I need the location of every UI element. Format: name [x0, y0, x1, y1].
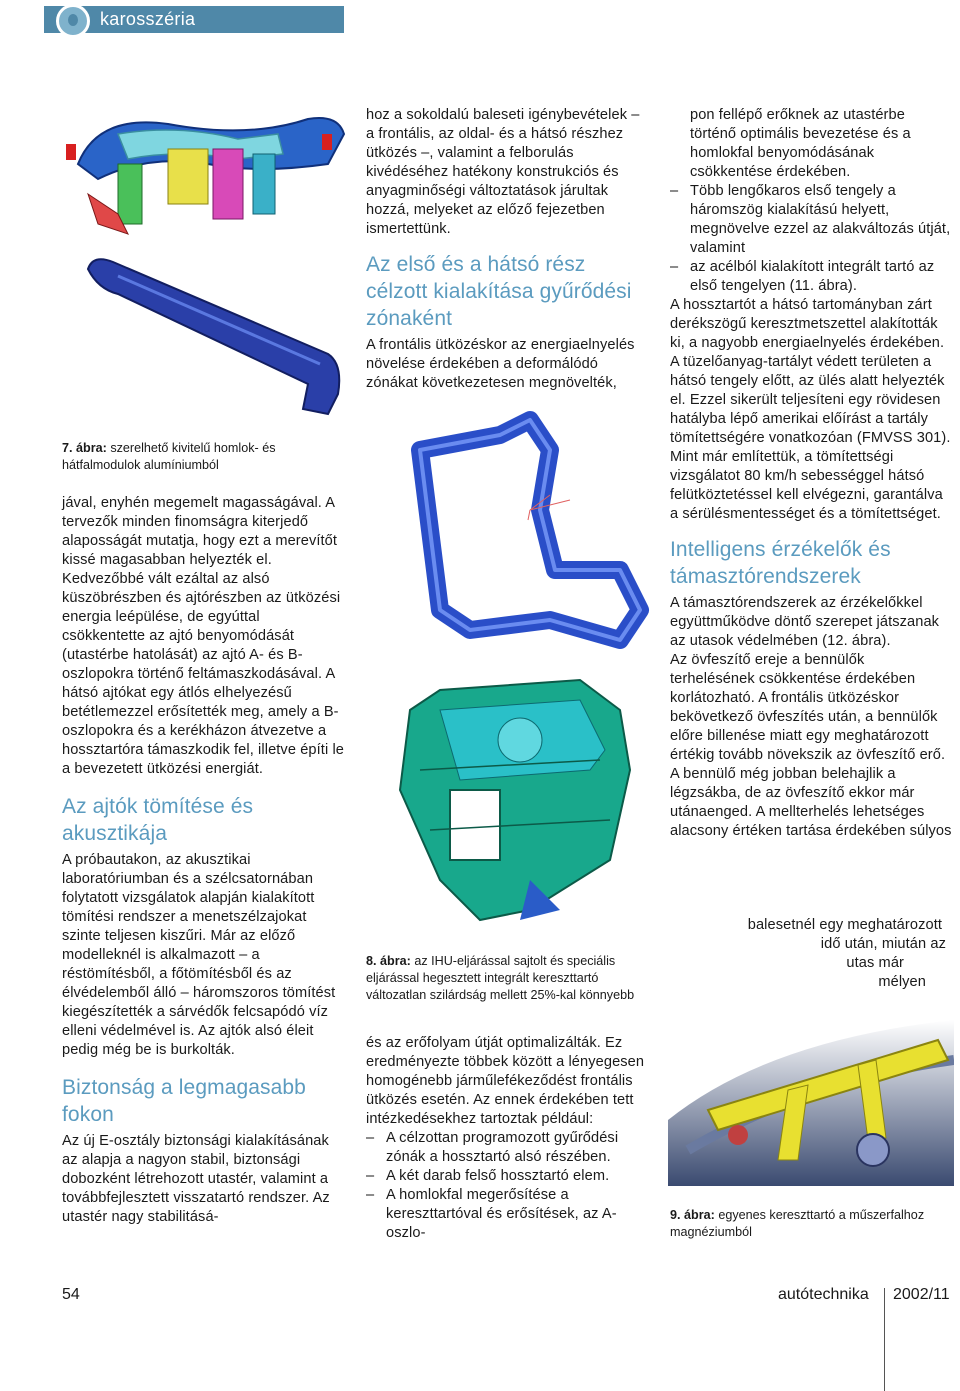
column-2-top	[366, 106, 651, 393]
col3-paragraph-4: Az övfeszítő ereje a bennülők terhelésének csökkentése érdekében korlátozható. A frontális ütközéskor bekövetkező övfeszítés után, a bennülők előre billenése miatt egy meghatározott értékig tovább növekszik az övfeszítő erő. A bennülő még jobban belehajlik a légzsákba, de az övfeszítő ekkor már utánaenged. A mellterhelés lehetséges alacsony értéken tartása érdekében súlyos	[670, 652, 952, 839]
col3-paragraph-3: A támasztórendszerek az érzékelőkkel együttműködve döntő szerepet játszanak az utasok védelmében (12. ábra).	[670, 595, 940, 649]
col3-paragraph-2: A hossztartót a hátsó tartományban zárt derékszögű keresztmetszettel alakították ki, a nagyobb energiaelnyelés érdekében. A tüzelőanyag-tartályt védett területen a hátsó tengely előtt, az ülés alatt helyezték el. Ezzel sikerült teljesíteni egy rövidesen hatályba lépő amerikai előírást a tartály tömítettségére vonatkozóan (FMVSS 301). Mint már említettük, a tömítettségi vizsgálatot 80 km/h sebességgel hátsó felütköztetéssel kell elvégezni, garantálva a sérülésmentességet és a tömítettséget.	[670, 297, 951, 522]
heading-safety: Biztonság a legmagasabb fokon	[62, 1076, 306, 1126]
col2-paragraph-2: A frontális ütközéskor az energiaelnyelés növelése érdekében a deformálódó zónákat következetesen megnövelték,	[366, 337, 635, 391]
col1-paragraph-1: jával, enyhén megemelt magasságával. A tervezők minden finomságra kiterjedő alaposságát mutatja, hogy ezt a merevítőt kissé magasabban helyezték el. Kedvezőbbé vált ezáltal az alsó küszöbrészben és ajtórészben az ütközési energia leépülése, de egyúttal csökkentette az ajtó benyomódását (utastérbe hatolását) az ajtó A- és B-oszlopokra történő feltámaszkodásával. A hátsó ajtókat egy átlós elhelyezésű betétlemezzel erősítették meg, amely a B-oszlopokra és a kerékházon átvezetve a hossztartóra támaszkodik fel, illetve építi le a bevezetett ütközési energiát.	[62, 495, 345, 777]
column-3	[670, 106, 952, 841]
figure-9-caption-text: egyenes kereszttartó a műszerfalhoz magnéziumból	[670, 1208, 925, 1239]
figure-8-image	[380, 410, 650, 945]
figure-7-caption-text: szerelhető kivitelű homlok- és hátfalmodulok alumíniumból	[62, 441, 276, 472]
col2-list-item: – A homlokfal megerősítése a kereszttartóval és erősítések, az A-oszlo-	[366, 1187, 617, 1241]
figure-9-caption	[670, 1207, 950, 1241]
col3-paragraph-4-tail: balesetnél egy meghatározott idő után, miután az utas már mélyen	[747, 917, 946, 990]
magazine-name: autótechnika	[778, 1286, 869, 1303]
figure-8-caption-text: az IHU-eljárással sajtolt és speciális eljárással hegesztett integrált kereszttartó változatlan szilárdság mellett 25%-kal könnyebb	[366, 954, 635, 1002]
heading-sensors: Intelligens érzékelők és támasztórendszerek	[670, 538, 891, 588]
column-2-bottom	[366, 1034, 651, 1243]
col1-paragraph-3: Az új E-osztály biztonsági kialakításának az alapja a nagyon stabil, biztonsági dobozként létrehozott utastér, valamint a továbbfejlesztett visszatartó rendszer. Az utastér nagy stabilitásá-	[62, 1133, 330, 1225]
column-1	[62, 494, 346, 1227]
figure-8-label: 8. ábra:	[366, 954, 411, 968]
figure-9-image	[668, 1000, 954, 1186]
heading-crumple-zone: Az első és a hátsó rész célzott kialakítása gyűrődési zónaként	[366, 253, 632, 330]
figure-9-label: 9. ábra:	[670, 1208, 715, 1222]
figure-7-label: 7. ábra:	[62, 441, 107, 455]
issue-number: 2002/11	[893, 1286, 950, 1303]
figure-7-caption	[62, 440, 332, 474]
magazine-logo-icon	[56, 4, 90, 38]
col2-list-item: – A célzottan programozott gyűrődési zónák a hossztartó alsó részében.	[366, 1130, 619, 1165]
page-number: 54	[62, 1286, 80, 1303]
figure-8-caption	[366, 953, 646, 1004]
col2-list-item: – A két darab felső hossztartó elem.	[366, 1168, 610, 1184]
col1-paragraph-2: A próbautakon, az akusztikai laboratóriumban és a szélcsatornában folytatott vizsgálatok alapján kialakított tömítési rendszer a menetszélzajokat szinte teljesen kiszűri. Már az előző modelleknél is alkalmazott – a réstömítésből, a főtömítésből és az élvédelemből álló – háromszoros tömítést kiegészítették a sárvédők felcsapódó víz elleni védelmével is. Az ajtók alsó éleit pedig még be is burkolták.	[62, 852, 336, 1058]
col3-list-item: – az acélból kialakított integrált tartó az első tengelyen (11. ábra).	[670, 259, 935, 294]
heading-door-sealing: Az ajtók tömítése és akusztikája	[62, 795, 254, 845]
col2-paragraph-3: és az erőfolyam útját optimalizálták. Ez eredményezte többek között a lényegesen homogénebb járműlefékeződést frontális ütközés esetén. Az ennek érdekében tett intézkedésekhez tartoztak például:	[366, 1035, 645, 1127]
col3-paragraph-1: pon fellépő erőknek az utastérbe történő optimális bevezetése és a homlokfal benyomódásának csökkentése érdekében.	[690, 107, 911, 180]
footer-divider	[884, 1288, 885, 1391]
col3-list-item: – Több lengőkaros első tengely a háromszög kialakítású helyett, megnövelve ezzel az alakváltozás útját, valamint	[670, 183, 951, 256]
section-title: karosszéria	[100, 9, 196, 29]
figure-7-image	[58, 104, 350, 422]
col2-paragraph-1: hoz a sokoldalú baleseti igénybevételek – a frontális, az oldal- és a hátsó részhez ütközés –, valamint a felborulás kivédéséhez hatékony konstrukciós és anyagminőségi változtatások járultak hozzá, melyeket az előző fejezetben ismertettünk.	[366, 107, 640, 237]
